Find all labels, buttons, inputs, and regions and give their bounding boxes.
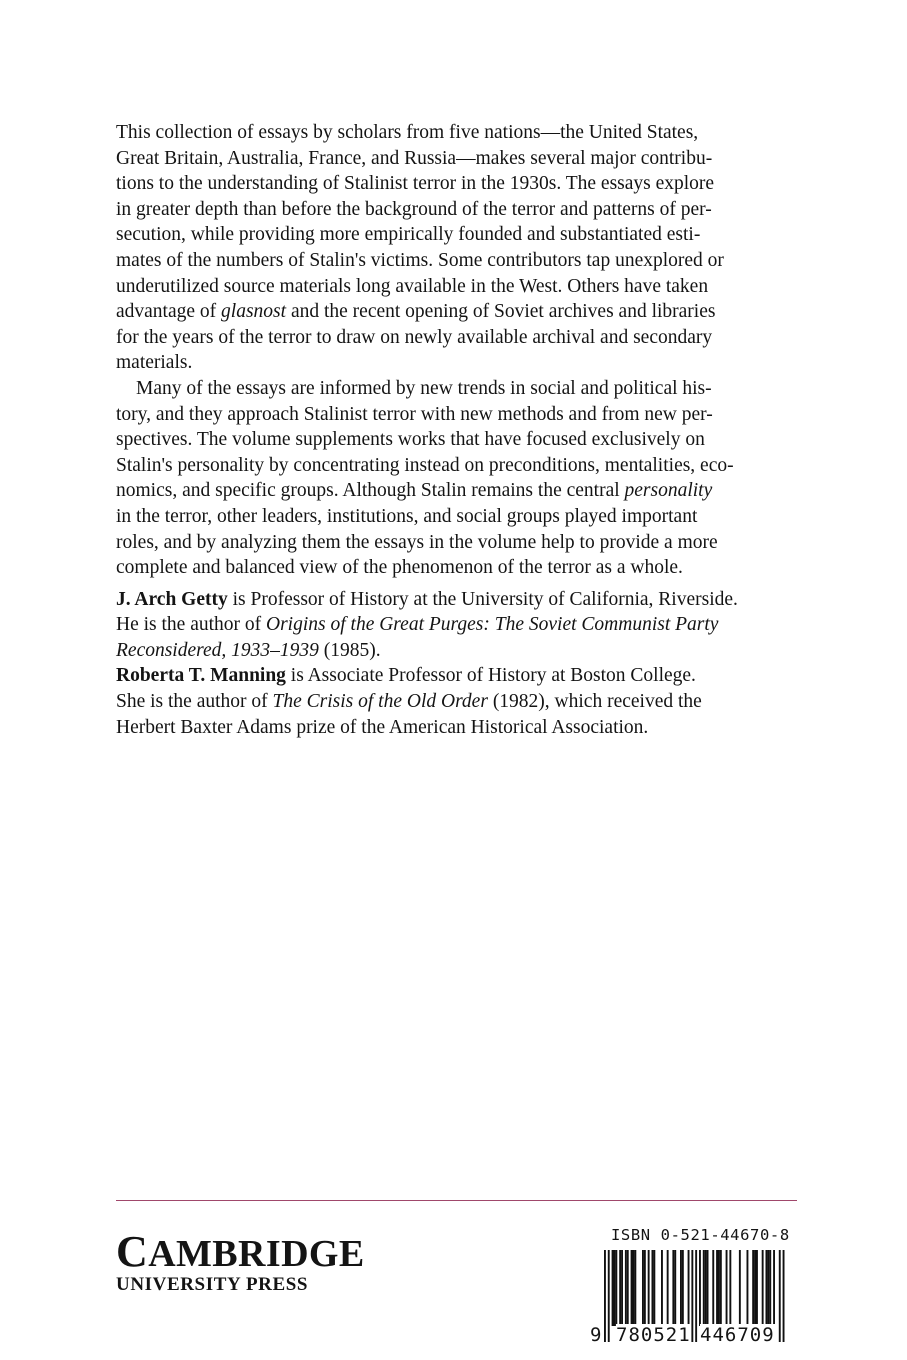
barcode-bar [644, 1250, 646, 1326]
text-run: She is the author of [116, 691, 273, 713]
barcode-bar [783, 1250, 785, 1342]
text-line: for the years of the terror to draw on newly available archival and secondary [116, 326, 713, 348]
barcode-bar [767, 1250, 769, 1326]
barcode-bar [699, 1250, 701, 1326]
text-run: He is the author of [116, 614, 267, 636]
text-run: nomics, and specific groups. Although Stalin remains the central [116, 480, 620, 502]
barcode-bar [718, 1250, 720, 1326]
text-line: mates of the numbers of Stalin's victims. Some contributors tap unexplored or [116, 249, 724, 271]
barcode-bar [779, 1250, 781, 1342]
isbn-label: ISBN 0-521-44670-8 [611, 1226, 790, 1244]
barcode-bar [773, 1250, 775, 1326]
barcode-digits-right: 446709 [700, 1324, 775, 1346]
barcode-bar [631, 1250, 633, 1326]
barcode-bar [615, 1250, 617, 1326]
barcode-bar [604, 1250, 606, 1342]
text-line: materials. [116, 352, 193, 374]
barcode-bar [674, 1250, 676, 1326]
text-line: Many of the essays are informed by new trends in social and political his- [136, 377, 712, 399]
text-line: spectives. The volume supplements works that have focused exclusively on [116, 429, 705, 451]
barcode-bar [627, 1250, 629, 1326]
text-line: tions to the understanding of Stalinist terror in the 1930s. The essays explore [116, 173, 715, 195]
barcode-bar [621, 1250, 623, 1326]
barcode-bar [754, 1250, 756, 1326]
publisher-logo-subtitle: UNIVERSITY PRESS [116, 1274, 309, 1295]
italic-term: glasnost [221, 301, 287, 323]
barcode-bar [688, 1250, 690, 1326]
text-line [116, 663, 788, 689]
logo-initial: C [116, 1227, 149, 1276]
text-run: and the recent opening of Soviet archives and libraries [286, 301, 716, 323]
author-name: Roberta T. Manning [116, 665, 286, 687]
barcode-bar [720, 1250, 722, 1326]
text-line [116, 299, 788, 325]
text-line [116, 689, 788, 715]
author-bio-getty [116, 587, 788, 664]
author-name: J. Arch Getty [116, 588, 228, 610]
barcode-bar [729, 1250, 731, 1326]
text-line [116, 612, 788, 638]
text-line: Stalin's personality by concentrating instead on preconditions, mentalities, eco- [116, 454, 734, 476]
text-run: (1982), which received the [487, 691, 702, 713]
text-run: (1985). [318, 639, 381, 661]
publisher-logo-name [116, 1227, 365, 1276]
barcode-bar [608, 1250, 610, 1342]
text-line: roles, and by analyzing them the essays in the volume help to provide a more [116, 531, 718, 553]
text-line: tory, and they approach Stalinist terror with new methods and from new per- [116, 403, 713, 425]
barcode-bar [652, 1250, 654, 1326]
barcode-bar [634, 1250, 636, 1326]
text-line [116, 638, 788, 664]
description-paragraph-2 [116, 376, 788, 581]
text-line: Herbert Baxter Adams prize of the American Historical Association. [116, 716, 649, 738]
book-title: Reconsidered, 1933–1939 [116, 639, 319, 661]
text-line: underutilized source materials long available in the West. Others have taken [116, 275, 709, 297]
barcode-bar [682, 1250, 684, 1326]
barcode-bar [762, 1250, 764, 1326]
barcode-bar [766, 1250, 768, 1326]
barcode-bar [756, 1250, 758, 1326]
barcode-bar [691, 1250, 693, 1342]
barcode-bar [726, 1250, 728, 1326]
barcode-bar [747, 1250, 749, 1326]
barcode-bar [752, 1250, 754, 1326]
text-line [116, 478, 788, 504]
text-line [116, 587, 788, 613]
text-run: is Professor of History at the University of California, Riverside. [227, 588, 738, 610]
barcode-bar [612, 1250, 614, 1326]
back-cover-copy [116, 120, 788, 740]
barcode-bar [642, 1250, 644, 1326]
description-paragraph-1 [116, 120, 788, 376]
author-bio-manning [116, 663, 788, 740]
barcode-bar [703, 1250, 705, 1326]
logo-name-rest: AMBRIDGE [148, 1233, 365, 1275]
book-title: Origins of the Great Purges: The Soviet Communist Party [266, 614, 719, 636]
barcode-bar [661, 1250, 663, 1326]
text-line: complete and balanced view of the phenomenon of the terror as a whole. [116, 557, 683, 579]
barcode-bar [695, 1250, 697, 1342]
barcode-bar [739, 1250, 741, 1326]
barcode-bar [619, 1250, 621, 1326]
barcode-bar [648, 1250, 650, 1326]
barcode-bar [705, 1250, 707, 1326]
text-line: in greater depth than before the background of the terror and patterns of per- [116, 198, 712, 220]
barcode-bar [653, 1250, 655, 1326]
text-run: is Associate Professor of History at Boston College. [285, 665, 696, 687]
barcode-bar [633, 1250, 635, 1326]
barcode-bar [625, 1250, 627, 1326]
barcode-bar [680, 1250, 682, 1326]
barcode-bar [672, 1250, 674, 1326]
barcode-bar [667, 1250, 669, 1326]
barcode-bar [712, 1250, 714, 1326]
text-line: Great Britain, Australia, France, and Russia—makes several major contribu- [116, 147, 713, 169]
book-title: The Crisis of the Old Order [272, 691, 488, 713]
barcode-bar [716, 1250, 718, 1326]
barcode-bar [707, 1250, 709, 1326]
barcode-digit-prefix: 9 [590, 1324, 602, 1346]
barcode [590, 1250, 795, 1346]
italic-term: personality [624, 480, 713, 502]
barcode-bar [614, 1250, 616, 1326]
barcode-bar [769, 1250, 771, 1326]
text-line: in the terror, other leaders, institutions, and social groups played important [116, 505, 698, 527]
text-run: advantage of [116, 301, 222, 323]
text-line: This collection of essays by scholars from five nations—the United States, [116, 122, 699, 143]
divider-rule [116, 1200, 797, 1201]
barcode-digits-left: 780521 [616, 1324, 691, 1346]
text-line: secution, while providing more empirically founded and substantiated esti- [116, 224, 701, 246]
